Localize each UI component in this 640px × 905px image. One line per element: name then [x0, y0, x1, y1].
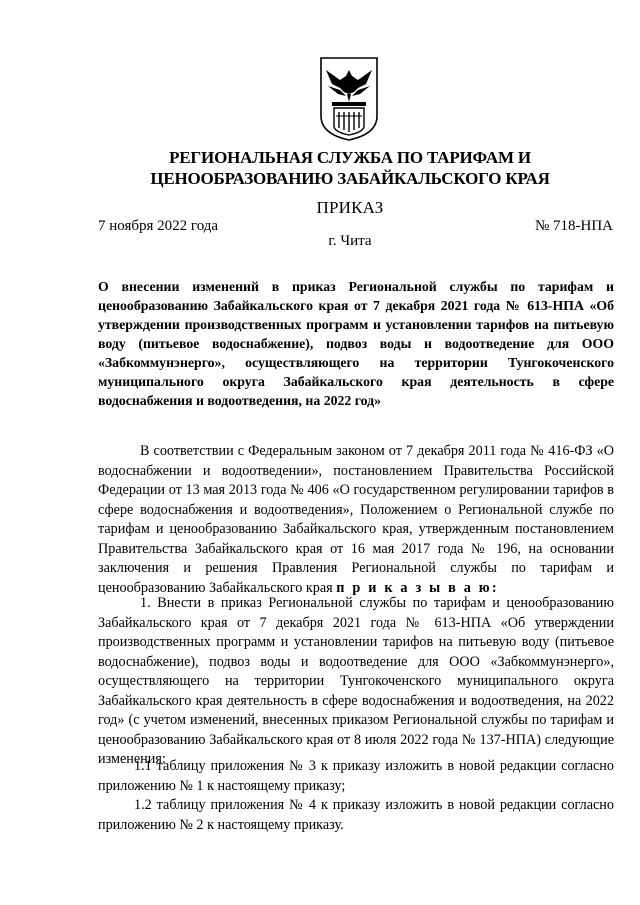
- preamble-text: В соответствии с Федеральным законом от 7 декабря 2011 года № 416-ФЗ «О водоснабжении и водоотведении», постановлением Правительства Российской Федерации от 13 мая 2013 года № 406 «О государственном регулировании тарифов в сфере водоснабжения и водоотведения», Положением о Региональной службе по тарифам и ценообразованию Забайкальского края, утвержденным постановлением Правительства Забайкальского края от 16 мая 2017 года № 196, на основании заключения и решения Правления Региональной службы по тарифам и ценообразованию Забайкальского края: [98, 443, 614, 596]
- organization-title: [60, 147, 640, 189]
- item-1-1-text: 1.1 таблицу приложения № 3 к приказу изложить в новой редакции согласно приложению № 1 к настоящему приказу;: [98, 758, 614, 794]
- order-subject: О внесении изменений в приказ Региональной службы по тарифам и ценообразованию Забайкальского края от 7 декабря 2021 года № 613-НПА «Об утверждении производственных программ и установлении тарифов на питьевую воду (питьевое водоснабжение), подвоз воды и водоотведение для ООО «Забкоммунэнерго», осуществляющего на территории Тунгокоченского муниципального округа Забайкальского края деятельность в сфере водоснабжения и водоотведения, на 2022 год»: [98, 279, 614, 408]
- order-number: № 718-НПА: [534, 218, 613, 234]
- item-1-text: 1. Внести в приказ Региональной службы по тарифам и ценообразованию Забайкальского края от 7 декабря 2021 года № 613-НПА «Об утверждении производственных программ и установлении тарифов на питьевую воду (питьевое водоснабжение), подвоз воды и водоотведение для ООО «Забкоммунэнерго», осуществляющего на территории Тунгокоченского муниципального округа Забайкальского края деятельность в сфере водоснабжения и водоотведения, на 2022 год» (с учетом изменений, внесенных приказом Региональной службы по тарифам и ценообразованию Забайкальского края от 8 июля 2022 года № 137-НПА) следующие изменения:: [98, 595, 614, 767]
- item-1-2-text: 1.2 таблицу приложения № 4 к приказу изложить в новой редакции согласно приложению № 2 к настоящему приказу.: [98, 797, 614, 833]
- organization-title-line1: РЕГИОНАЛЬНАЯ СЛУЖБА ПО ТАРИФАМ И: [169, 148, 531, 167]
- coat-of-arms-emblem: [318, 56, 380, 142]
- organization-title-line2: ЦЕНООБРАЗОВАНИЮ ЗАБАЙКАЛЬСКОГО КРАЯ: [150, 169, 550, 188]
- eagle-coat-of-arms-icon: [318, 56, 380, 142]
- order-date: 7 ноября 2022 года: [98, 218, 219, 234]
- item-1-paragraph: [98, 594, 614, 770]
- order-city: г. Чита: [328, 233, 372, 249]
- document-type: ПРИКАЗ: [316, 198, 384, 217]
- item-1-1-paragraph: [98, 757, 614, 796]
- preamble-paragraph: [98, 442, 614, 598]
- command-word: п р и к а з ы в а ю:: [336, 579, 499, 596]
- item-1-2-paragraph: [98, 796, 614, 835]
